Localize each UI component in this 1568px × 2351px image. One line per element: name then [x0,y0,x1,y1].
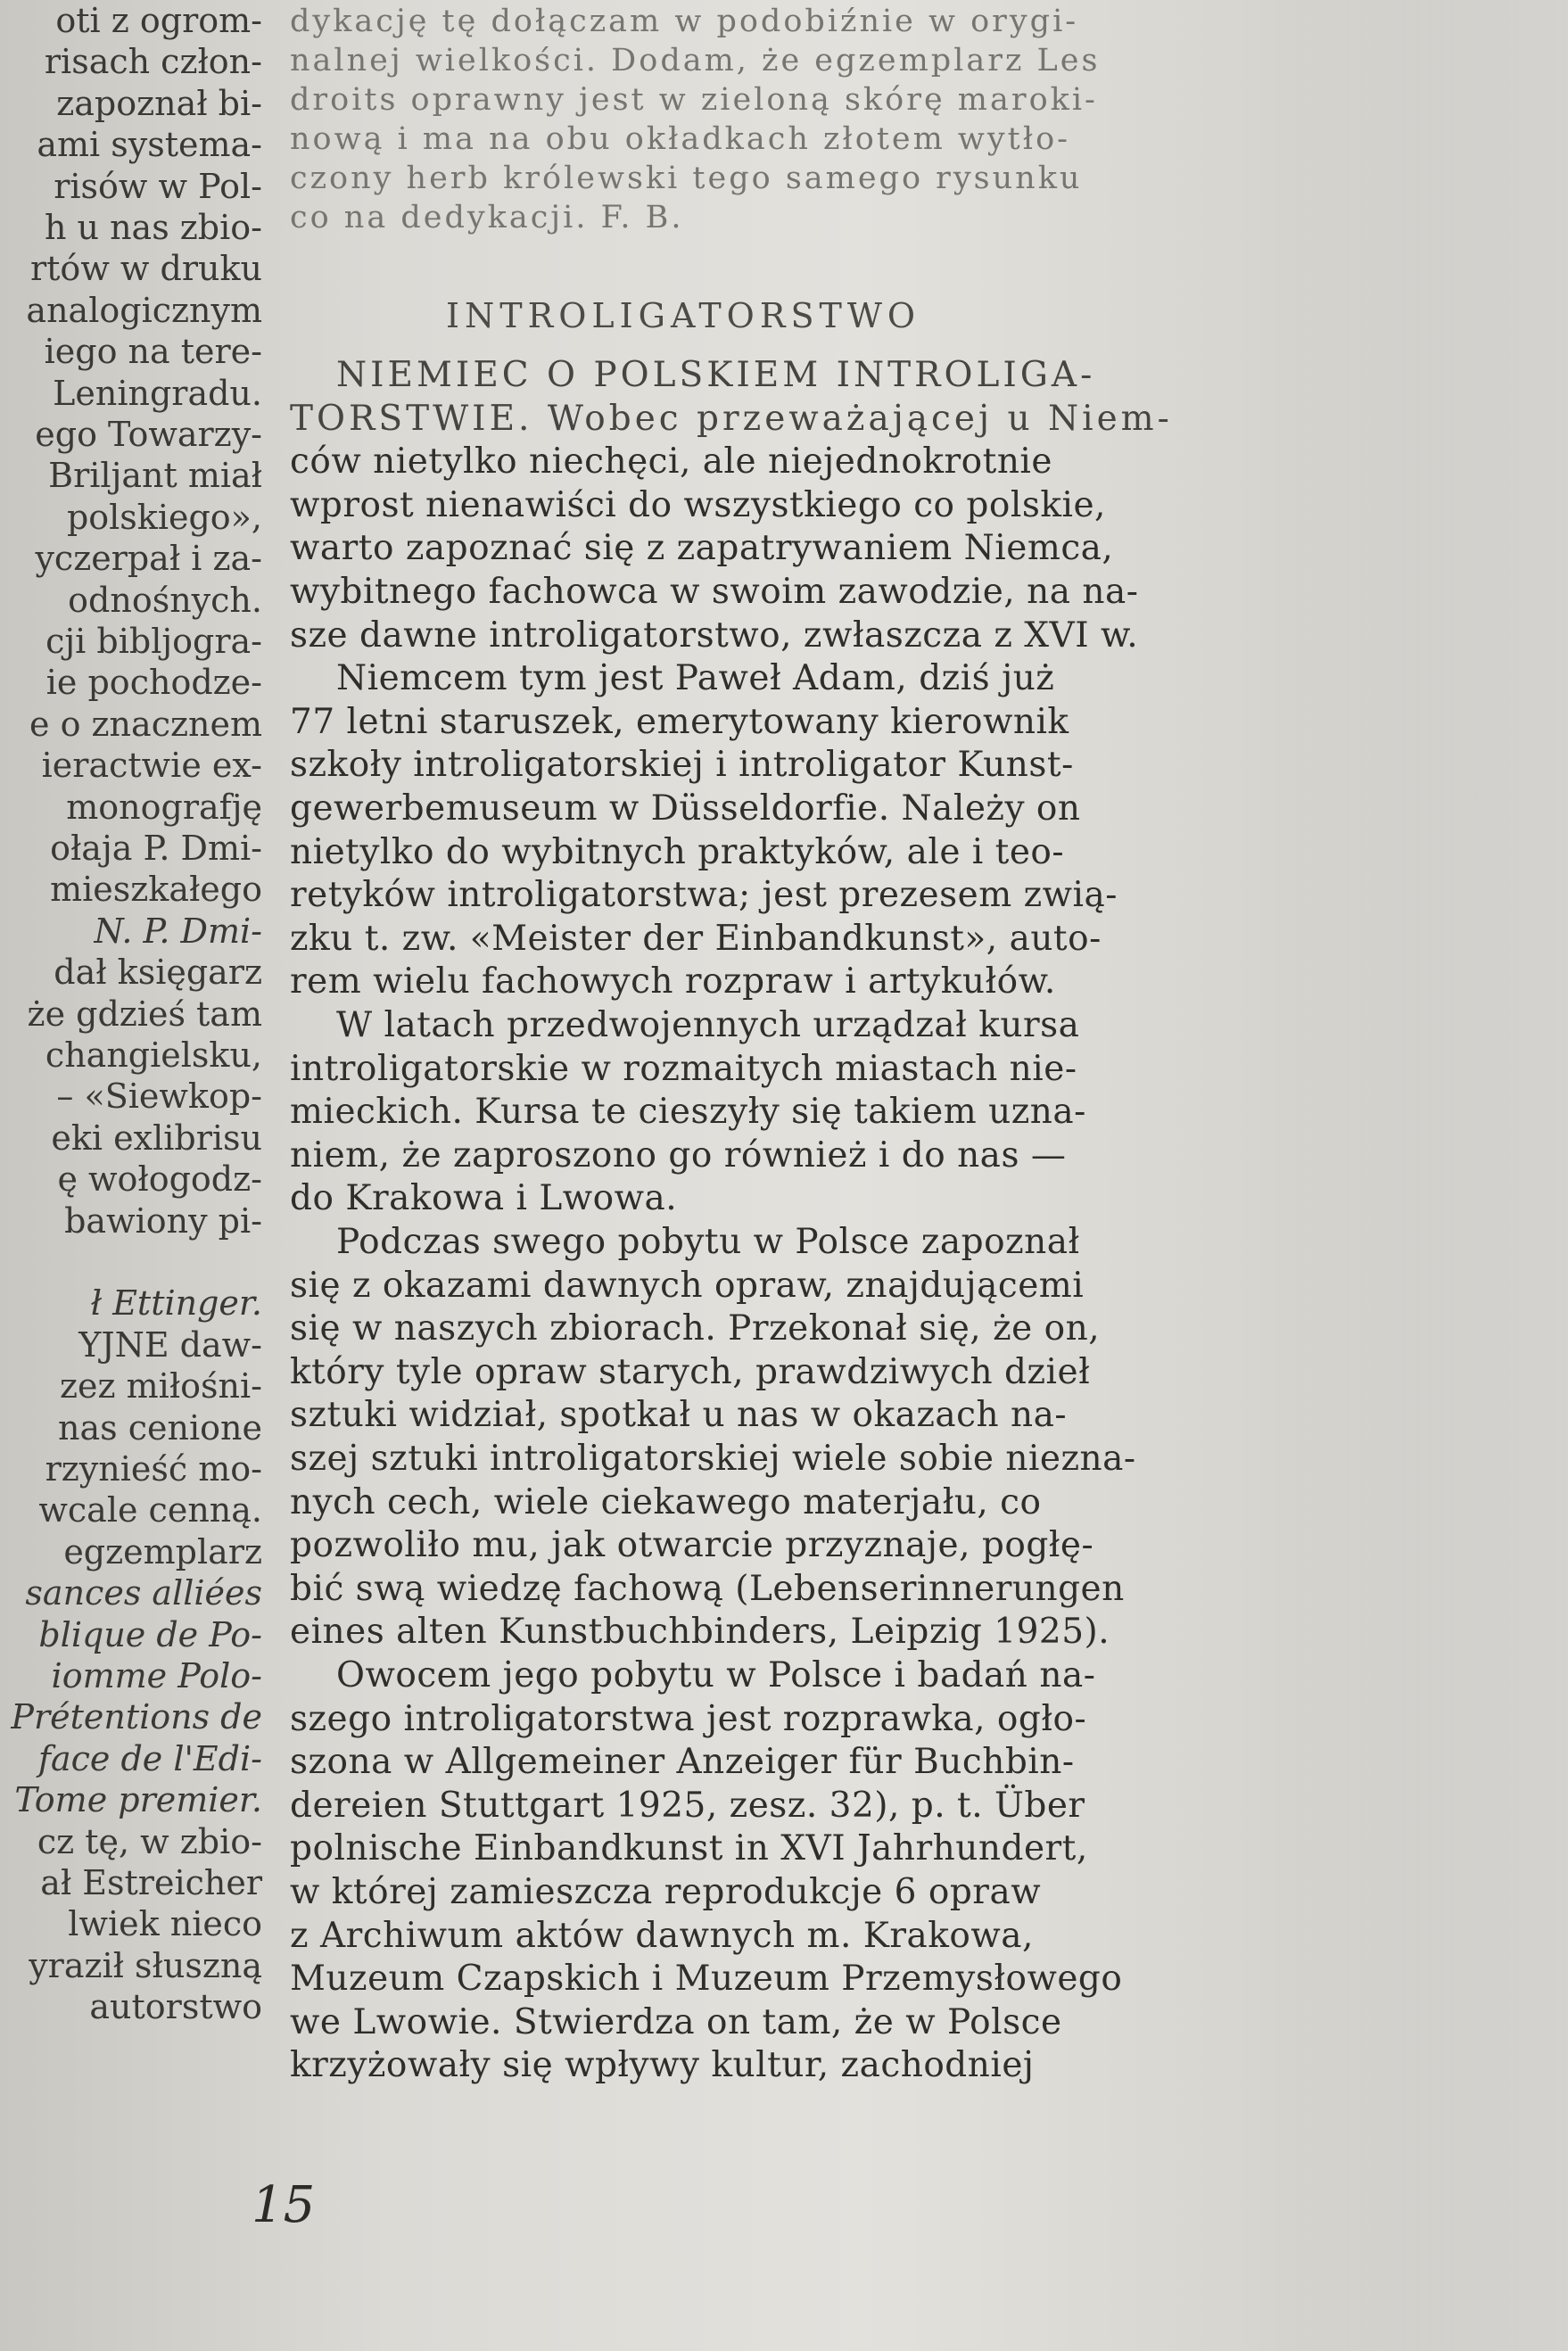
left-column-line: changielsku, [45,1035,262,1075]
top-paragraph-line: dykację tę dołączam w podobiźnie w orygi- [290,4,1079,39]
left-column-line: YJNE daw- [78,1324,262,1365]
left-column-line: Briljant miał [48,456,262,496]
left-column-line: polskiego», [66,497,262,537]
article-line: szego introligatorstwa jest rozprawka, ogło- [290,1698,1087,1739]
left-column-line: odnośnych. [68,580,262,620]
left-column-line: risów w Pol- [54,166,262,206]
article-line: szej sztuki introligatorskiej wiele sobie nieznа- [290,1439,1136,1479]
top-paragraph-line: czony herb królewski tego samego rysunku [290,161,1083,196]
left-column-line: bawiony pi- [64,1200,262,1241]
left-column-line: ego Towarzy- [35,415,262,454]
page-margin [1274,0,1568,2351]
left-column-line: yczerpał i za- [35,539,262,579]
left-column-line: nas cenione [58,1407,262,1448]
article-line: szona w Allgemeiner Anzeiger für Buchbin- [290,1742,1075,1783]
article-line: nietylko do wybitnych praktyków, ale i teo- [290,831,1065,872]
top-paragraph-line: nalnej wielkości. Dodam, że egzemplarz Les [290,43,1101,78]
left-column-line: iego na tere- [44,332,262,372]
top-paragraph-line: co na dedykacji. F. B. [290,200,684,235]
left-column-line: ł Ettinger. [90,1283,262,1324]
left-column-line: sances alliées [25,1573,262,1613]
article-line: ców nietylko niechęci, ale niejednokrotnie [290,441,1052,483]
top-paragraph-line: nową i ma na obu okładkach złotem wytło- [290,121,1070,157]
article-line: szkoły introligatorskiej i introligator Kunst- [290,745,1074,786]
article-line: 77 letni staruszek, emerytowany kierownik [290,701,1069,742]
article-line: wprost nienawiści do wszystkiego co polskie, [290,484,1106,525]
article-line: we Lwowie. Stwierdza on tam, że w Polsce [290,2001,1062,2042]
left-column-line: – «Siewkop- [56,1077,262,1117]
article-line: w której zamieszcza reprodukcje 6 opraw [290,1872,1042,1912]
left-column-line: rtów w druku [30,249,262,289]
left-column-line: egzemplarz [63,1531,262,1571]
left-column-line: że gdzieś tam [27,994,262,1034]
left-column-line: h u nas zbio- [44,208,262,247]
article-line: gewerbemuseum w Düsseldorfie. Należy on [290,788,1081,829]
left-column-line: risach człon- [44,42,262,82]
left-column-line: blique de Po- [38,1614,262,1654]
article-line: krzyżowały się wpływy kultur, zachodniej [290,2045,1035,2086]
article-line: się w naszych zbiorach. Przekonał się, że on, [290,1308,1101,1349]
left-column-line: lwiek nieco [68,1904,262,1944]
left-column-line: ieractwie ex- [41,746,262,786]
article-line: rem wielu fachowych rozpraw i artykułów. [290,961,1056,1002]
article-line: warto zapoznać się z zapatrywaniem Niemca, [290,528,1114,569]
left-column-line: Prétentions de [11,1697,262,1737]
article-line: retyków introligatorstwa; jest prezesem zwią- [290,875,1118,916]
left-column-line: dał księgarz [54,953,262,993]
left-column-line: e o znacznem [29,704,262,744]
article-line: W latach przedwojennych urządzał kursa [336,1005,1080,1045]
left-column-line: Tome premier. [14,1780,262,1820]
left-column-line: Leningradu. [53,373,262,413]
left-column-line: N. P. Dmi- [94,911,262,951]
article-line: zku t. zw. «Meister der Einbandkunst», auto- [290,918,1102,959]
left-column-line: wcale cenną. [38,1490,262,1530]
left-column-line: cji bibljogra- [45,622,262,661]
article-line: się z okazami dawnych opraw, znajdującemi [290,1265,1085,1306]
left-column-line: cz tę, w zbio- [37,1821,262,1861]
article-line: eines alten Kunstbuchbinders, Leipzig 1925). [290,1612,1110,1653]
article-line: pozwoliło mu, jak otwarcie przyznaje, pogłę- [290,1525,1094,1566]
left-column-line: zapoznał bi- [56,83,262,123]
article-line: sztuki widział, spotkał u nas w okazach na- [290,1395,1068,1436]
article-line: który tyle opraw starych, prawdziwych dzieł [290,1351,1091,1392]
left-column-line: iomme Polo- [51,1656,262,1695]
article-line: NIEMIEC O POLSKIEM INTROLIGA- [336,355,1096,395]
article-line: Niemcem tym jest Paweł Adam, dziś już [336,658,1055,699]
article-line: sze dawne introligatorstwo, zwłaszcza z XVI w. [290,615,1139,656]
article-line: introligatorskie w rozmaitych miastach nie- [290,1048,1077,1089]
left-column-line: oti z ogrom- [55,1,262,40]
article-line: z Archiwum aktów dawnych m. Krakowa, [290,1915,1034,1956]
left-column-line: rzynieść mo- [45,1449,262,1489]
article-line: bić swą wiedzę fachową (Lebenserinnerungen [290,1568,1125,1609]
page-number: 15 [252,2176,316,2234]
left-column-line: ę wołogodz- [57,1159,262,1200]
article-line: polnische Einbandkunst in XVI Jahrhundert, [290,1828,1088,1869]
left-column-line: face de l'Edi- [37,1738,262,1778]
article-line: mieckich. Kursa te cieszyły się takiem uzna- [290,1092,1086,1133]
left-column-line: eki exlibrisu [51,1118,262,1158]
article-line: Owocem jego pobytu w Polsce i badań na- [336,1655,1096,1695]
left-column-line: autorstwo [89,1987,262,2027]
left-column-line: monografję [66,787,262,827]
top-paragraph-line: droits oprawny jest w zieloną skórę maroki- [290,82,1098,118]
article-line: niem, że zaproszono go również i do nas — [290,1134,1067,1176]
left-column-line: mieszkałego [50,870,262,910]
left-column-line: zez miłośni- [60,1366,262,1406]
left-column-line: yraził słuszną [29,1945,262,1985]
article-line: TORSTWIE. Wobec przeważającej u Niem- [290,398,1173,439]
left-column-line: ie pochodze- [45,663,262,703]
article-line: do Krakowa i Lwowa. [290,1178,678,1219]
left-column-line: ami systema- [37,125,262,165]
article-line: wybitnego fachowca w swoim zawodzie, na na- [290,572,1139,612]
article-line: dereien Stuttgart 1925, zesz. 32), p. t. Über [290,1785,1085,1826]
left-column-line: ołaja P. Dmi- [50,829,262,868]
left-column-line: analogicznym [26,290,262,330]
section-heading: INTROLIGATORSTWO [446,296,921,335]
article-line: nych cech, wiele ciekawego materjału, co [290,1481,1042,1522]
left-column-line: ał Estreicher [40,1863,262,1902]
article-line: Podczas swego pobytu w Polsce zapoznał [336,1222,1080,1262]
article-line: Muzeum Czapskich i Muzeum Przemysłowego [290,1959,1123,2000]
